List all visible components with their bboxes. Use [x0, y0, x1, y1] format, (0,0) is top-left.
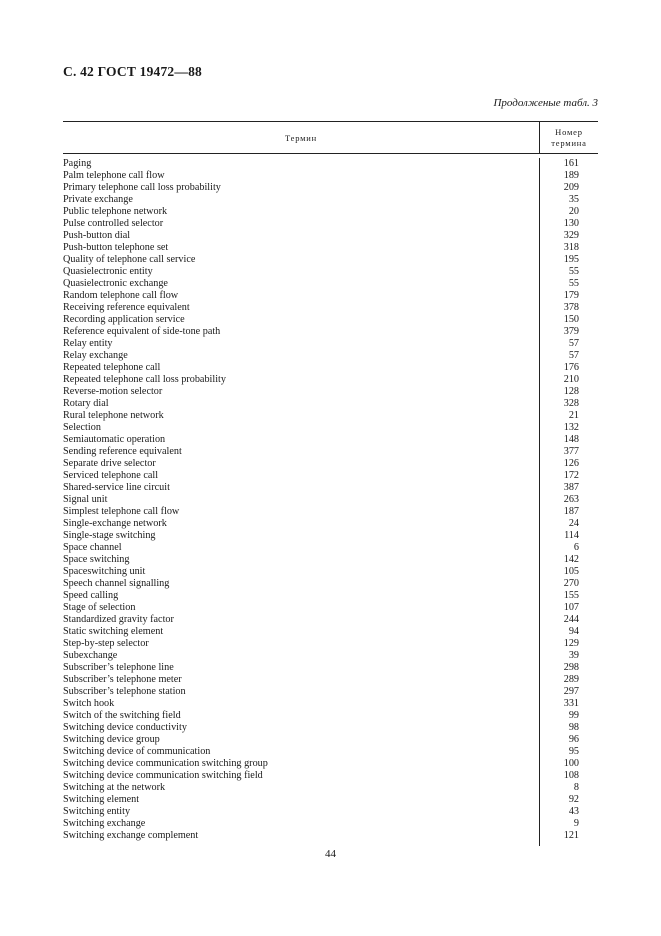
term-number-cell: 55	[568, 278, 579, 289]
term-cell: Switching at the network	[63, 782, 166, 793]
term-cell: Speed calling	[63, 590, 119, 601]
term-number-cell: 128	[563, 386, 579, 397]
term-cell: Switching device communication switching group	[63, 758, 268, 769]
term-number-cell: 121	[563, 830, 579, 841]
term-number-cell: 297	[563, 686, 579, 697]
term-number-cell: 318	[563, 242, 579, 253]
term-cell: Reference equivalent of side-tone path	[63, 326, 221, 337]
term-cell: Switching device conductivity	[63, 722, 187, 733]
term-number-cell: 6	[573, 542, 579, 553]
term-cell: Quasielectronic entity	[63, 266, 153, 277]
term-cell: Space switching	[63, 554, 130, 565]
term-number-cell: 95	[568, 746, 579, 757]
term-cell: Push-button telephone set	[63, 242, 169, 253]
page-number: 44	[325, 848, 336, 860]
term-number-cell: 298	[563, 662, 579, 673]
term-cell: Switching device group	[63, 734, 160, 745]
term-cell: Serviced telephone call	[63, 470, 159, 481]
term-cell: Space channel	[63, 542, 122, 553]
term-number-cell: 263	[563, 494, 579, 505]
term-number-cell: 378	[563, 302, 579, 313]
term-number-cell: 210	[563, 374, 579, 385]
term-cell: Selection	[63, 422, 101, 433]
term-number-cell: 43	[568, 806, 579, 817]
term-number-cell: 108	[563, 770, 579, 781]
term-number-cell: 55	[568, 266, 579, 277]
term-cell: Switching device communication switching field	[63, 770, 263, 781]
term-cell: Single-exchange network	[63, 518, 167, 529]
term-cell: Switching entity	[63, 806, 131, 817]
term-cell: Subscriber’s telephone station	[63, 686, 186, 697]
page-header: С. 42 ГОСТ 19472—88	[63, 64, 202, 79]
term-cell: Private exchange	[63, 194, 133, 205]
term-cell: Semiautomatic operation	[63, 434, 166, 445]
term-cell: Spaceswitching unit	[63, 566, 146, 577]
table-body	[63, 154, 598, 846]
term-cell: Switching exchange complement	[63, 830, 199, 841]
term-number-cell: 105	[563, 566, 579, 577]
term-cell: Subscriber’s telephone line	[63, 662, 174, 673]
term-number-cell: 387	[563, 482, 579, 493]
term-cell: Switch of the switching field	[63, 710, 181, 721]
term-number-cell: 39	[568, 650, 579, 661]
term-number-cell: 142	[563, 554, 579, 565]
term-cell: Receiving reference equivalent	[63, 302, 190, 313]
term-number-cell: 21	[568, 410, 579, 421]
term-number-cell: 189	[563, 170, 579, 181]
term-number-cell: 244	[563, 614, 579, 625]
term-cell: Simplest telephone call flow	[63, 506, 180, 517]
term-cell: Switch hook	[63, 698, 115, 709]
term-cell: Rotary dial	[63, 398, 109, 409]
term-cell: Pulse controlled selector	[63, 218, 164, 229]
term-number-cell: 129	[563, 638, 579, 649]
term-number-cell: 328	[563, 398, 579, 409]
term-number-cell: 24	[568, 518, 579, 529]
term-cell: Sending reference equivalent	[63, 446, 182, 457]
term-number-cell: 150	[563, 314, 579, 325]
term-number-cell: 155	[563, 590, 579, 601]
term-cell: Separate drive selector	[63, 458, 156, 469]
term-number-cell: 57	[568, 338, 579, 349]
term-cell: Repeated telephone call	[63, 362, 161, 373]
table-continuation-caption: Продолженые табл. 3	[493, 97, 598, 109]
term-cell: Signal unit	[63, 494, 108, 505]
column-header-number-line2: термина	[551, 137, 587, 148]
term-cell: Subscriber’s telephone meter	[63, 674, 182, 685]
term-cell: Recording application service	[63, 314, 185, 325]
term-number-cell: 132	[563, 422, 579, 433]
term-number-cell: 179	[563, 290, 579, 301]
term-cell: Subexchange	[63, 650, 118, 661]
term-number-cell: 9	[573, 818, 579, 829]
term-cell: Relay entity	[63, 338, 113, 349]
term-number-cell: 329	[563, 230, 579, 241]
term-number-cell: 187	[563, 506, 579, 517]
term-cell: Rural telephone network	[63, 410, 164, 421]
term-cell: Switching exchange	[63, 818, 146, 829]
term-number-cell: 98	[568, 722, 579, 733]
term-number-cell: 96	[568, 734, 579, 745]
term-number-cell: 107	[563, 602, 579, 613]
term-cell: Random telephone call flow	[63, 290, 179, 301]
term-number-cell: 94	[568, 626, 579, 637]
term-cell: Quality of telephone call service	[63, 254, 196, 265]
term-cell: Standardized gravity factor	[63, 614, 174, 625]
term-cell: Push-button dial	[63, 230, 131, 241]
term-number-cell: 209	[563, 182, 579, 193]
column-header-number-line1: Номер	[555, 126, 583, 137]
term-number-cell: 100	[563, 758, 579, 769]
term-number-cell: 126	[563, 458, 579, 469]
term-cell: Shared-service line circuit	[63, 482, 170, 493]
term-cell: Static switching element	[63, 626, 164, 637]
term-number-cell: 148	[563, 434, 579, 445]
term-number-cell: 377	[563, 446, 579, 457]
term-cell: Quasielectronic exchange	[63, 278, 168, 289]
term-cell: Reverse-motion selector	[63, 386, 163, 397]
term-cell: Primary telephone call loss probability	[63, 182, 221, 193]
term-column	[63, 158, 539, 846]
term-number-cell: 176	[563, 362, 579, 373]
term-cell: Speech channel signalling	[63, 578, 170, 589]
term-number-cell: 35	[568, 194, 579, 205]
term-cell: Step-by-step selector	[63, 638, 149, 649]
number-column	[539, 158, 598, 846]
term-number-cell: 99	[568, 710, 579, 721]
term-number-cell: 379	[563, 326, 579, 337]
term-cell: Stage of selection	[63, 602, 136, 613]
term-cell: Repeated telephone call loss probability	[63, 374, 226, 385]
term-cell: Public telephone network	[63, 206, 168, 217]
term-number-cell: 161	[563, 158, 579, 169]
term-number-cell: 289	[563, 674, 579, 685]
term-number-cell: 270	[563, 578, 579, 589]
terms-table	[63, 121, 598, 846]
term-cell: Relay exchange	[63, 350, 128, 361]
term-number-cell: 172	[563, 470, 579, 481]
term-cell: Switching element	[63, 794, 140, 805]
term-number-cell: 20	[568, 206, 579, 217]
term-number-cell: 57	[568, 350, 579, 361]
term-number-cell: 114	[564, 530, 579, 541]
term-cell: Paging	[63, 158, 92, 169]
term-number-cell: 130	[563, 218, 579, 229]
column-header-number	[539, 122, 598, 153]
table-header	[63, 122, 598, 154]
term-cell: Single-stage switching	[63, 530, 156, 541]
term-cell: Switching device of communication	[63, 746, 211, 757]
term-number-cell: 331	[563, 698, 579, 709]
term-number-cell: 92	[568, 794, 579, 805]
term-number-cell: 8	[573, 782, 579, 793]
term-cell: Palm telephone call flow	[63, 170, 165, 181]
term-number-cell: 195	[563, 254, 579, 265]
column-header-term: Термин	[284, 132, 318, 143]
